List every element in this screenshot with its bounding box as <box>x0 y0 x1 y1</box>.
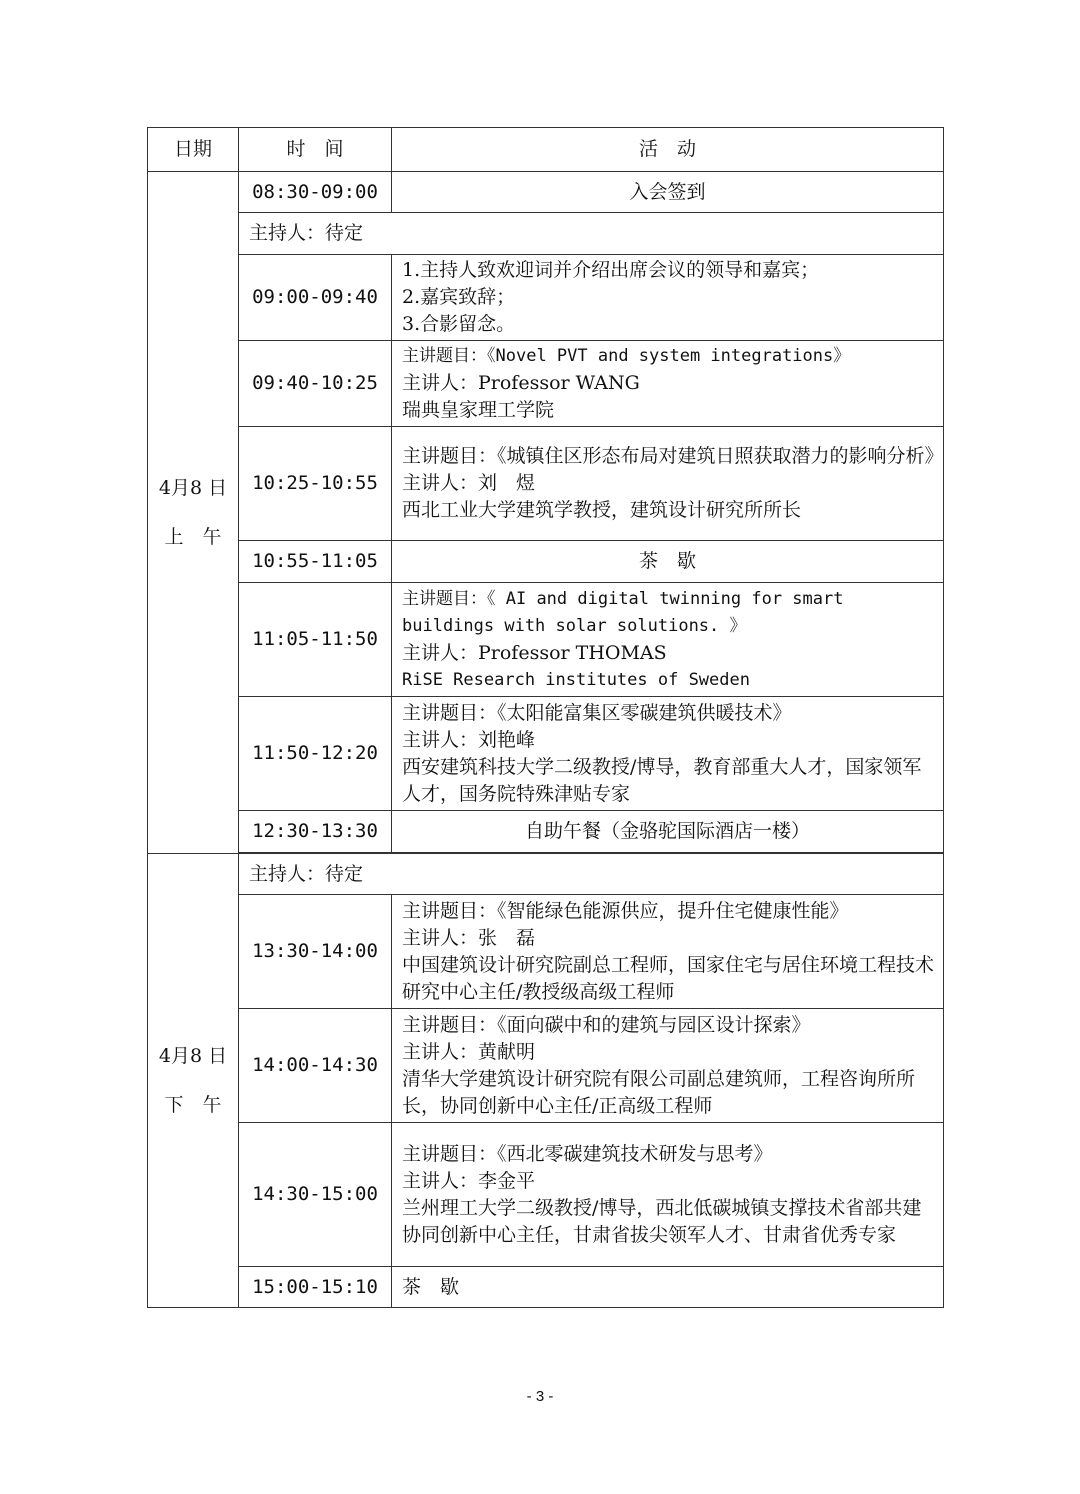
talk-affiliation: 清华大学建筑设计研究院有限公司副总建筑师，工程咨询所所长，协同创新中心主任/正高级工程师 <box>402 1067 916 1117</box>
activity-cell: 自助午餐（金骆驼国际酒店一楼） <box>392 811 944 853</box>
period-label: 上 午 <box>164 525 222 548</box>
table-row <box>148 811 944 853</box>
talk-speaker: 主讲人：刘 煜 <box>402 472 536 494</box>
table-row <box>148 895 944 1009</box>
time-cell: 15:00-15:10 <box>239 1267 392 1308</box>
table-row <box>148 172 944 213</box>
host-row <box>148 213 944 255</box>
table-row <box>148 1267 944 1308</box>
time-cell: 13:30-14:00 <box>239 895 392 1009</box>
time-cell: 08:30-09:00 <box>239 172 392 213</box>
activity-line: 2.嘉宾致辞； <box>402 286 516 308</box>
time-cell: 14:00-14:30 <box>239 1009 392 1123</box>
talk-topic: 主讲题目：《智能绿色能源供应，提升住宅健康性能》 <box>402 899 849 922</box>
table-row <box>148 1009 944 1123</box>
activity-cell: 茶 歇 <box>392 541 944 583</box>
period-label: 下 午 <box>164 1093 222 1116</box>
date-label: 4月8 日 <box>158 476 228 499</box>
talk-topic: 主讲题目：《西北零碳建筑技术研发与思考》 <box>402 1142 773 1165</box>
table-row <box>148 255 944 341</box>
talk-topic: 主讲题目：《太阳能富集区零碳建筑供暖技术》 <box>402 701 792 724</box>
activity-cell <box>392 1123 944 1267</box>
activity-cell: 茶 歇 <box>392 1267 944 1308</box>
time-cell: 12:30-13:30 <box>239 811 392 853</box>
header-time: 时 间 <box>239 128 392 172</box>
talk-topic: 主讲题目：《 AI and digital twinning for smart buildings with solar solutions. 》 <box>402 588 844 636</box>
activity-cell <box>392 583 944 697</box>
header-row <box>148 128 944 172</box>
talk-speaker: 主讲人：张 磊 <box>402 926 536 949</box>
date-cell-morning <box>148 172 239 854</box>
talk-speaker: 主讲人：刘艳峰 <box>402 728 536 751</box>
activity-line: 1.主持人致欢迎词并介绍出席会议的领导和嘉宾； <box>402 259 820 281</box>
activity-cell <box>392 255 944 341</box>
header-activity: 活 动 <box>392 128 944 172</box>
talk-speaker: 主讲人：黄献明 <box>402 1040 536 1063</box>
talk-affiliation: 西北工业大学建筑学教授，建筑设计研究所所长 <box>402 499 802 521</box>
table-row <box>148 541 944 583</box>
talk-speaker: 主讲人：Professor THOMAS <box>402 641 667 664</box>
talk-affiliation: 中国建筑设计研究院副总工程师，国家住宅与居住环境工程技术研究中心主任/教授级高级工程师 <box>402 953 935 1003</box>
talk-topic: 主讲题目：《面向碳中和的建筑与园区设计探索》 <box>402 1013 811 1036</box>
time-cell: 14:30-15:00 <box>239 1123 392 1267</box>
schedule-table <box>147 127 944 1308</box>
time-cell: 11:50-12:20 <box>239 697 392 811</box>
activity-line: 3.合影留念。 <box>402 313 516 335</box>
activity-cell <box>392 697 944 811</box>
table-row <box>148 1123 944 1267</box>
time-cell: 09:00-09:40 <box>239 255 392 341</box>
host-cell: 主持人：待定 <box>239 213 944 255</box>
talk-speaker: 主讲人：李金平 <box>402 1169 536 1192</box>
talk-affiliation: 瑞典皇家理工学院 <box>402 399 555 421</box>
time-cell: 10:55-11:05 <box>239 541 392 583</box>
activity-cell <box>392 895 944 1009</box>
activity-cell <box>392 341 944 427</box>
date-cell-afternoon <box>148 854 239 1308</box>
talk-speaker: 主讲人：Professor WANG <box>402 372 640 394</box>
table-row <box>148 427 944 541</box>
date-label: 4月8 日 <box>158 1044 228 1067</box>
host-cell: 主持人：待定 <box>239 854 944 895</box>
time-cell: 10:25-10:55 <box>239 427 392 541</box>
table-row <box>148 697 944 811</box>
activity-cell: 入会签到 <box>392 172 944 213</box>
host-row <box>148 854 944 895</box>
time-cell: 11:05-11:50 <box>239 583 392 697</box>
talk-affiliation: 兰州理工大学二级教授/博导，西北低碳城镇支撑技术省部共建协同创新中心主任，甘肃省拔尖领军人才、甘肃省优秀专家 <box>402 1196 922 1246</box>
table-row <box>148 583 944 697</box>
activity-cell <box>392 1009 944 1123</box>
page-number: - 3 - <box>526 1388 554 1405</box>
talk-topic: 主讲题目：《城镇住区形态布局对建筑日照获取潜力的影响分析》 <box>402 445 944 467</box>
time-cell: 09:40-10:25 <box>239 341 392 427</box>
table-row <box>148 341 944 427</box>
talk-affiliation: RiSE Research institutes of Sweden <box>402 669 750 690</box>
talk-topic: 主讲题目：《Novel PVT and system integrations》 <box>402 346 851 366</box>
header-date: 日期 <box>148 128 239 172</box>
talk-affiliation: 西安建筑科技大学二级教授/博导，教育部重大人才，国家领军人才，国务院特殊津贴专家 <box>402 755 922 805</box>
activity-cell <box>392 427 944 541</box>
